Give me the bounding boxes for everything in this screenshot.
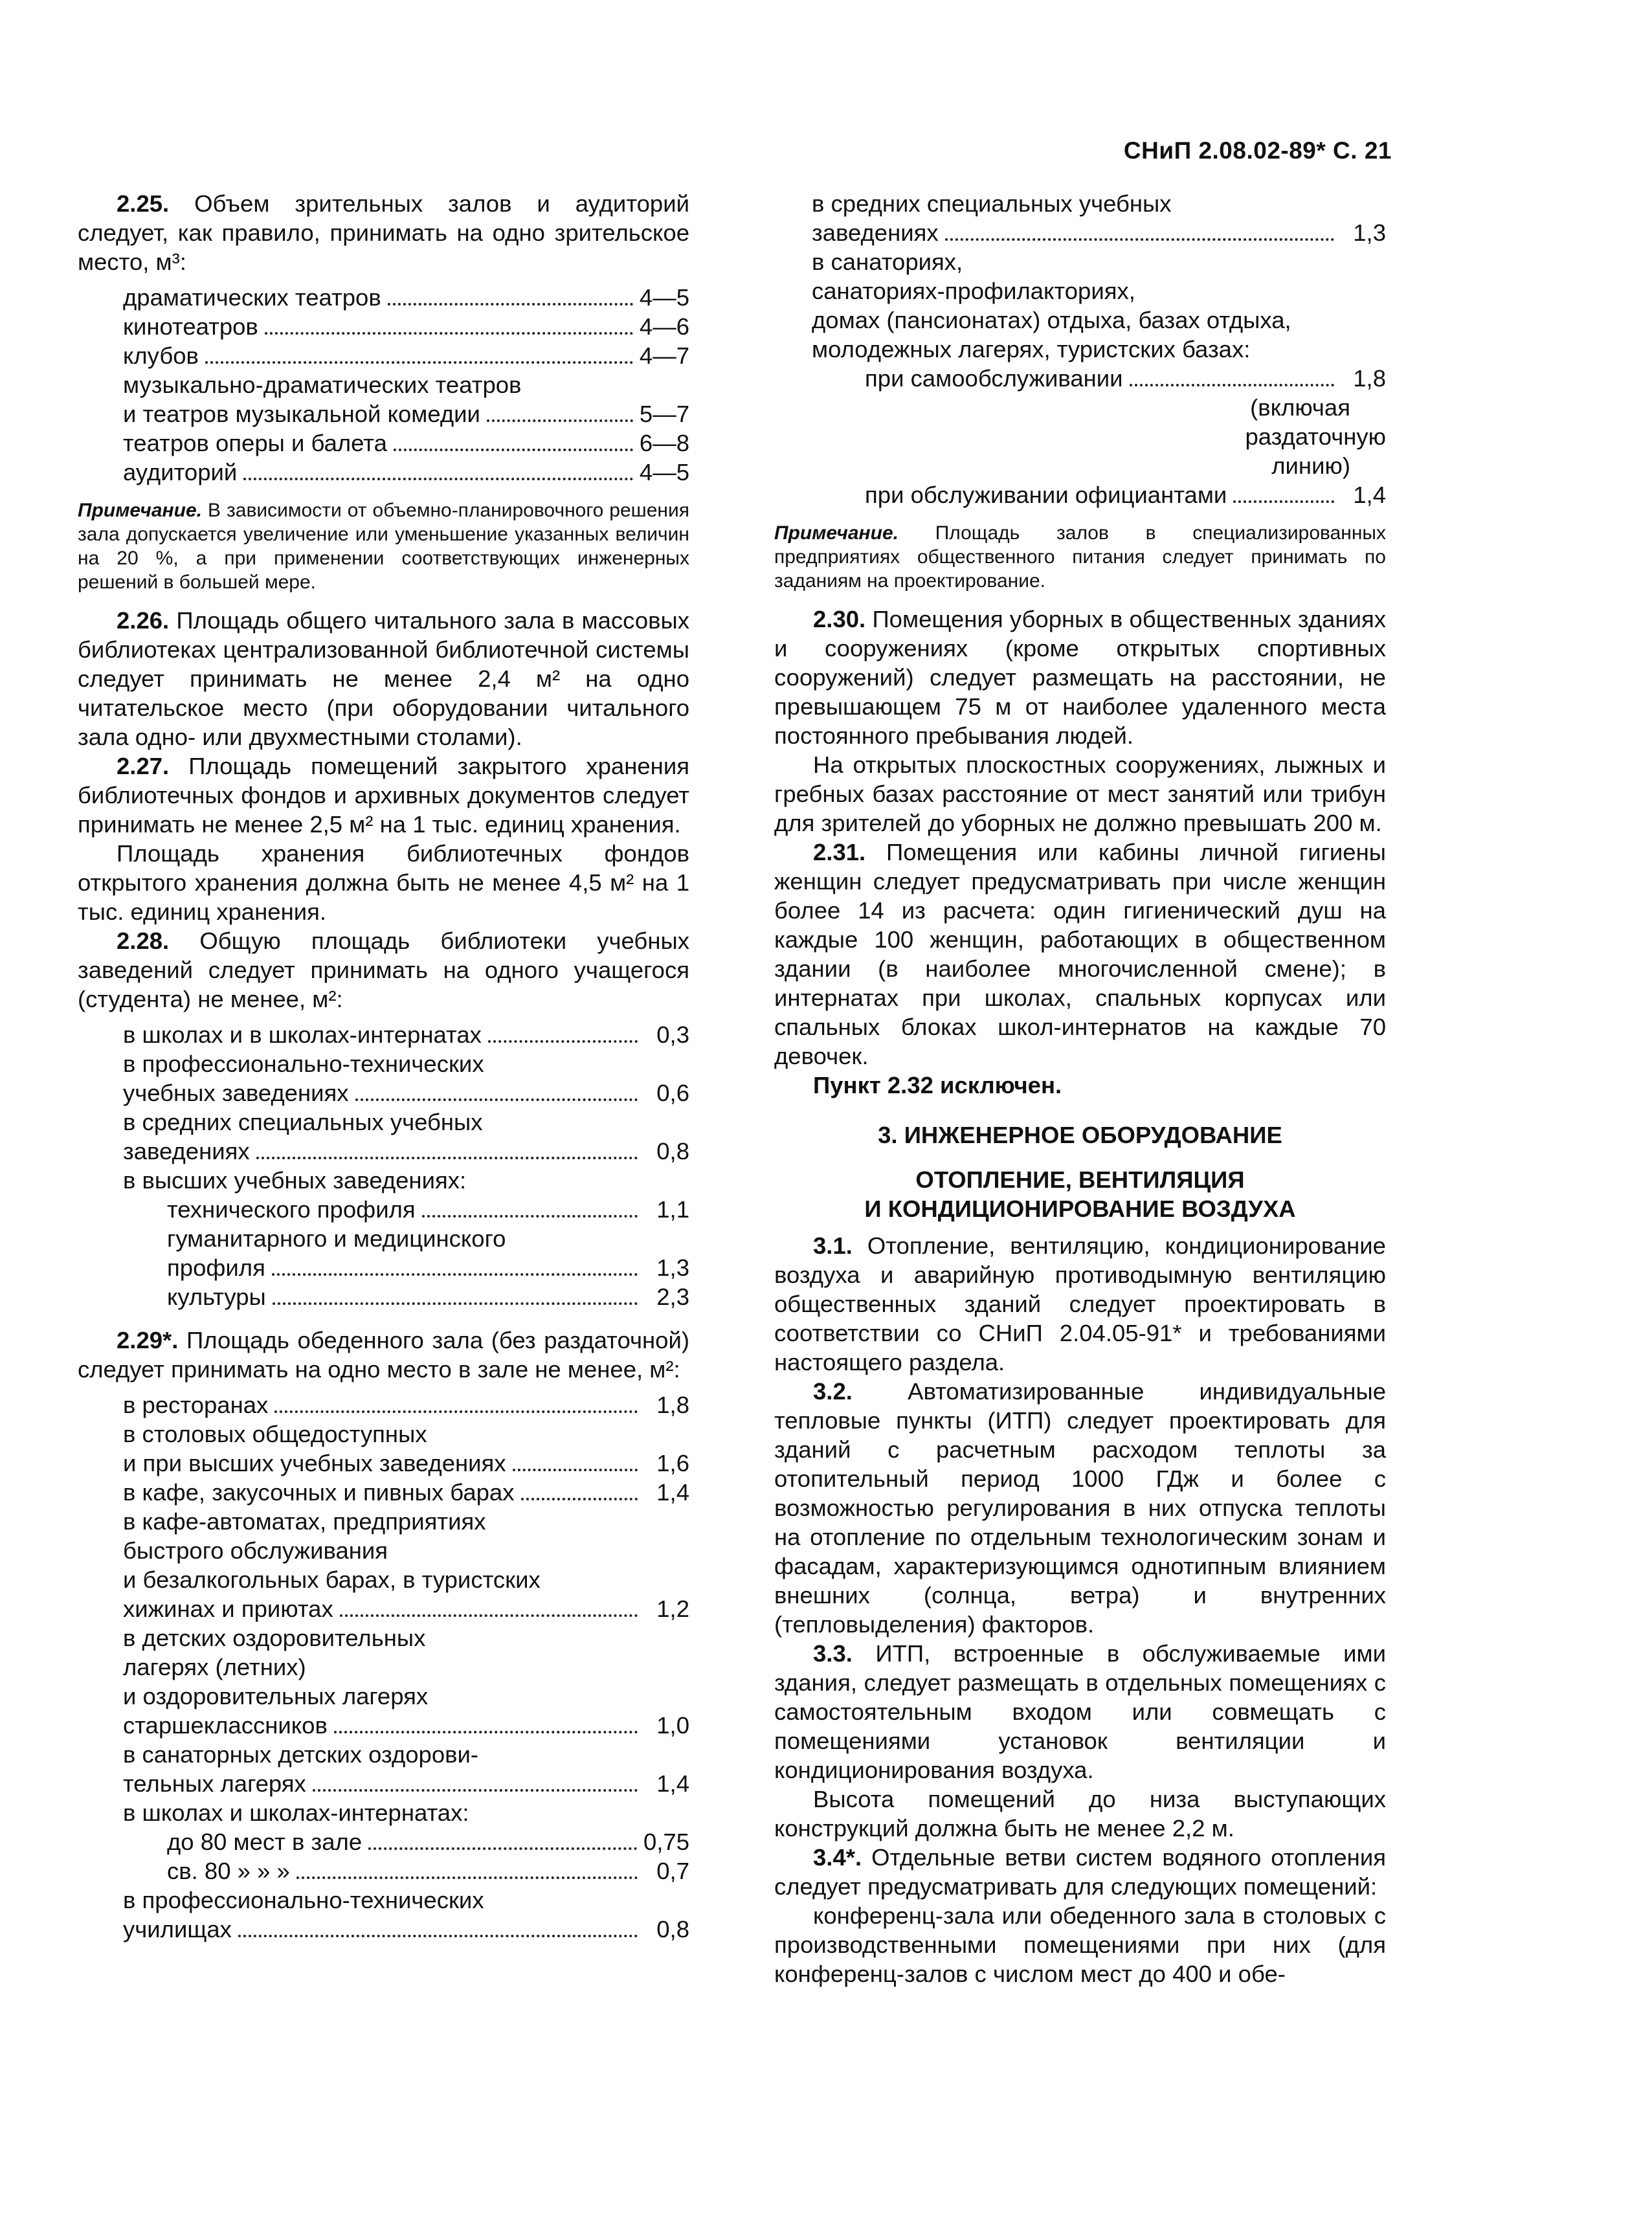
list-item [123, 428, 689, 458]
list-item-label: театров оперы и балета [123, 430, 387, 456]
list-item-label: заведениях [123, 1138, 250, 1164]
list-item [123, 1049, 689, 1078]
list-item-value: 2,3 [656, 1284, 689, 1310]
list-item [123, 1740, 689, 1769]
leader-dots [368, 1847, 637, 1850]
leader-dots [272, 1273, 638, 1276]
page-header: СНиП 2.08.02-89* С. 21 [1123, 137, 1392, 164]
leader-dots [274, 1410, 638, 1413]
including-line: линию) [1271, 452, 1350, 479]
list-item [123, 1798, 689, 1827]
list-item-label: при самообслуживании [865, 365, 1123, 392]
list-item-value: 0,7 [656, 1858, 689, 1884]
clause-2-27: 2.27. Площадь помещений закрытого хранения библиотечных фондов и архивных документов следует принимать не менее 2,5 м² на 1 тыс. единиц хранения. [78, 753, 689, 838]
leader-dots [296, 1876, 638, 1879]
list-item-label: гуманитарного и медицинского [167, 1225, 506, 1252]
list-item: при обслуживании официантами 1,4 [865, 482, 1386, 508]
list-item [123, 1623, 689, 1653]
clause-2-26: 2.26. Площадь общего читального зала в массовых библиотеках централизованной библиотечной системы следует принимать не менее 2,4 м² на одно читательское место (при оборудовании читального зала одно- или двухместными столами). [78, 607, 689, 750]
leader-dots [487, 419, 633, 422]
list-item-label: в детских оздоровительных [123, 1625, 426, 1651]
list-item [123, 399, 689, 428]
leader-dots [1130, 384, 1334, 386]
list-item-label: в кафе-автоматах, предприятиях [123, 1508, 486, 1535]
leader-dots [205, 361, 633, 364]
list-item-value: 4—7 [639, 342, 689, 369]
list-item [123, 1419, 689, 1449]
list-item [812, 276, 1386, 306]
list-item [812, 218, 1386, 247]
list-item [123, 1594, 689, 1623]
list-item [123, 312, 689, 341]
list-item [123, 1478, 689, 1507]
clause-3-3: 3.3. ИТП, встроенные в обслуживаемые ими здания, следует размещать в отдельных помещениях с самостоятельным входом или совмещать с помещениями установок вентиляции и кондиционирования воздуха. [774, 1640, 1386, 1783]
list-item [812, 306, 1386, 335]
library-area-list [123, 1020, 689, 1311]
including-line: (включая [1250, 394, 1350, 421]
list-item-value: 1,1 [656, 1196, 689, 1223]
list-item-label: домах (пансионатах) отдыха, базах отдыха, [812, 307, 1291, 333]
list-item-label: училищах [123, 1916, 232, 1942]
section-title: 3. ИНЖЕНЕРНОЕ ОБОРУДОВАНИЕ [878, 1122, 1282, 1148]
dining-area-list [123, 1390, 689, 1944]
list-item-label: клубов [123, 342, 199, 369]
list-item [123, 1507, 689, 1536]
list-item-label: аудиторий [123, 459, 238, 485]
list-item-label: хижинах и приютах [123, 1596, 333, 1622]
list-item-value: 1,4 [656, 1770, 689, 1797]
list-item-label: учебных заведениях [123, 1080, 349, 1106]
leader-dots [273, 1302, 638, 1305]
leader-dots [256, 1157, 638, 1159]
list-item-value: 5—7 [639, 401, 689, 427]
list-item-value: 4—5 [639, 459, 689, 485]
list-item-value: 0,75 [643, 1829, 689, 1855]
list-item-label: и театров музыкальной комедии [123, 401, 480, 427]
list-item [812, 189, 1386, 218]
list-item [123, 1856, 689, 1886]
list-item [123, 1166, 689, 1195]
list-item-label: санаториях-профилакториях, [812, 278, 1135, 304]
clause-3-3-continued: Высота помещений до низа выступающих конструкций должна быть не менее 2,2 м. [774, 1786, 1386, 1842]
list-item [123, 1137, 689, 1166]
list-item-label: в столовых общедоступных [123, 1421, 427, 1447]
list-item-value: 0,8 [656, 1916, 689, 1942]
list-item-label: и оздоровительных лагерях [123, 1683, 429, 1709]
list-item-label: драматических театров [123, 284, 381, 311]
list-item-label: молодежных лагерях, туристских базах: [812, 336, 1251, 362]
list-item-label: тельных лагерях [123, 1770, 306, 1797]
list-item [123, 1565, 689, 1594]
list-item-label: св. 80 » » » [167, 1858, 290, 1884]
list-item [812, 335, 1386, 364]
leader-dots [422, 1215, 638, 1218]
list-item [123, 1769, 689, 1798]
list-item-label: в школах и школах-интернатах: [123, 1799, 469, 1826]
waiter-item [812, 480, 1386, 509]
list-item-label: до 80 мест в зале [167, 1829, 363, 1855]
list-item-value: 1,4 [656, 1479, 689, 1506]
list-item [123, 1107, 689, 1137]
list-item [123, 1078, 689, 1107]
leader-dots [313, 1789, 638, 1792]
clause-3-1: 3.1. Отопление, вентиляцию, кондиционирование воздуха и аварийную противодымную вентиляцию общественных зданий следует проектировать в соответствии со СНиП 2.04.05-91* и требованиями настоящего раздела. [774, 1232, 1386, 1375]
clause-2-30: 2.30. Помещения уборных в общественных зданиях и сооружениях (кроме открытых спортивных сооружений) следует размещать на расстоянии, не превышающем 75 м от наиболее удаленного места постоянного пребывания людей. [774, 606, 1386, 749]
list-item-value: 0,8 [656, 1138, 689, 1164]
list-item-label: в школах и в школах-интернатах [123, 1021, 482, 1048]
dining-area-list-continued [812, 189, 1386, 393]
including-line: раздаточную [1245, 423, 1386, 450]
note-2-25: Примечание. В зависимости от объемно-планировочного решения зала допускается увеличение или уменьшение указанных величин на 20 %, а при применении соответствующих инженерных решений в большей мере. [78, 500, 689, 593]
list-item-value: 1,2 [656, 1596, 689, 1622]
note-2-29: Примечание. Площадь залов в специализированных предприятиях общественного питания следует принимать по заданиям на проектирование. [774, 522, 1386, 592]
leader-dots [243, 478, 633, 480]
list-item [123, 283, 689, 312]
list-item-label: в профессионально-технических [123, 1051, 484, 1077]
list-item-label: в высших учебных заведениях: [123, 1167, 467, 1194]
list-item-label: в ресторанах [123, 1392, 269, 1418]
clause-2-28: 2.28. Общую площадь библиотеки учебных заведений следует принимать на одного учащегося (студента) не менее, м²: [78, 928, 689, 1012]
list-item-label: в профессионально-технических [123, 1887, 484, 1913]
list-item-label: в санаториях, [812, 249, 963, 275]
clause-2-30-continued: На открытых плоскостных сооружениях, лыжных и гребных базах расстояние от мест занятий или трибун для зрителей до уборных не должно превышать 200 м. [774, 751, 1386, 836]
list-item [123, 1827, 689, 1856]
list-item-value: 4—5 [639, 284, 689, 311]
leader-dots [238, 1935, 638, 1937]
left-column [78, 189, 689, 1950]
clause-2-25: 2.25. Объем зрительных залов и аудиторий следует, как правило, принимать на одно зрительское место, м³: [78, 190, 689, 275]
list-item-label: и безалкогольных барах, в туристских [123, 1566, 541, 1593]
list-item [123, 1536, 689, 1565]
list-item [123, 1020, 689, 1049]
list-item-value: 1,6 [656, 1450, 689, 1476]
list-item-value: 1,3 [656, 1254, 689, 1281]
leader-dots [394, 449, 633, 451]
list-item-value: 1,0 [656, 1712, 689, 1739]
clause-3-4-continued: конференц-зала или обеденного зала в столовых с производственными помещениями при них (для конференц-залов с числом мест до 400 и обе- [774, 1902, 1386, 1987]
leader-dots [388, 303, 633, 306]
list-item-label: старшеклассников [123, 1712, 328, 1739]
list-item-label: в кафе, закусочных и пивных барах [123, 1479, 515, 1506]
leader-dots [488, 1040, 638, 1043]
list-item-label: в средних специальных учебных [812, 190, 1172, 217]
list-item [123, 1390, 689, 1419]
list-item-label: быстрого обслуживания [123, 1537, 388, 1564]
list-item-label: музыкально-драматических театров [123, 372, 522, 398]
list-item-label: кинотеатров [123, 313, 258, 340]
clause-3-2: 3.2. Автоматизированные индивидуальные тепловые пункты (ИТП) следует проектировать для зданий с расчетным расходом теплоты за отопительный период 1000 ГДж и более с возможностью регулирования в них отпуска теплоты на отопление по отдельным технологическим зонам и фасадам, характеризующимся однотипным влиянием внешних (солнца, ветра) и внутренних (тепловыделения) факторов. [774, 1378, 1386, 1638]
leader-dots [265, 332, 633, 335]
list-item [123, 1282, 689, 1311]
list-item-label: технического профиля [167, 1196, 416, 1223]
list-item-value: 1,8 [1353, 365, 1386, 392]
leader-dots [340, 1614, 638, 1617]
leader-dots [355, 1098, 638, 1101]
list-item-label: и при высших учебных заведениях [123, 1450, 506, 1476]
list-item-label: лагерях (летних) [123, 1654, 306, 1680]
clause-2-31: 2.31. Помещения или кабины личной гигиены женщин следует предусматривать при числе женщин более 14 из расчета: один гигиенический душ на каждые 100 женщин, работающих в общественном здании (в наиболее многочисленной смене); в интернатах при школах, спальных корпусах или спальных блоках школ-интернатов на каждые 70 девочек. [774, 839, 1386, 1069]
list-item-value: 0,6 [656, 1080, 689, 1106]
list-item [812, 247, 1386, 276]
list-item [123, 1711, 689, 1740]
list-item [123, 370, 689, 399]
leader-dots [513, 1469, 638, 1471]
clause-2-29: 2.29*. Площадь обеденного зала (без раздаточной) следует принимать на одно место в зале не менее, м²: [78, 1327, 689, 1383]
list-item [123, 341, 689, 370]
list-item-label: в средних специальных учебных [123, 1109, 483, 1135]
list-item-value: 1,8 [656, 1392, 689, 1418]
list-item [123, 1915, 689, 1944]
including-note [812, 393, 1386, 480]
list-item-value: 4—6 [639, 313, 689, 340]
volume-list [123, 283, 689, 487]
list-item-value: 1,3 [1353, 219, 1386, 246]
list-item-value: 0,3 [656, 1021, 689, 1048]
list-item [123, 1449, 689, 1478]
list-item-label: профиля [167, 1254, 265, 1281]
list-item [123, 1682, 689, 1711]
leader-dots [521, 1498, 638, 1500]
list-item-label: культуры [167, 1284, 266, 1310]
leader-dots [334, 1731, 638, 1733]
list-item [123, 458, 689, 487]
list-item [123, 1886, 689, 1915]
list-item [123, 1195, 689, 1224]
clause-2-32-removed: Пункт 2.32 исключен. [813, 1072, 1062, 1098]
list-item-label: в санаторных детских оздорови- [123, 1741, 479, 1768]
clause-3-4: 3.4*. Отдельные ветви систем водяного отопления следует предусматривать для следующих помещений: [774, 1844, 1386, 1900]
list-item-value: 6—8 [639, 430, 689, 456]
list-item [123, 1653, 689, 1682]
list-item-label: заведениях [812, 219, 939, 246]
list-item [123, 1253, 689, 1282]
clause-2-27-continued: Площадь хранения библиотечных фондов открытого хранения должна быть не менее 4,5 м² на 1 тыс. единиц хранения. [78, 840, 689, 925]
right-column [774, 189, 1386, 1988]
list-item [812, 364, 1386, 393]
leader-dots [945, 238, 1334, 241]
list-item [123, 1224, 689, 1253]
subsection-title: ОТОПЛЕНИЕ, ВЕНТИЛЯЦИЯ И КОНДИЦИОНИРОВАНИЕ ВОЗДУХА [864, 1166, 1296, 1222]
